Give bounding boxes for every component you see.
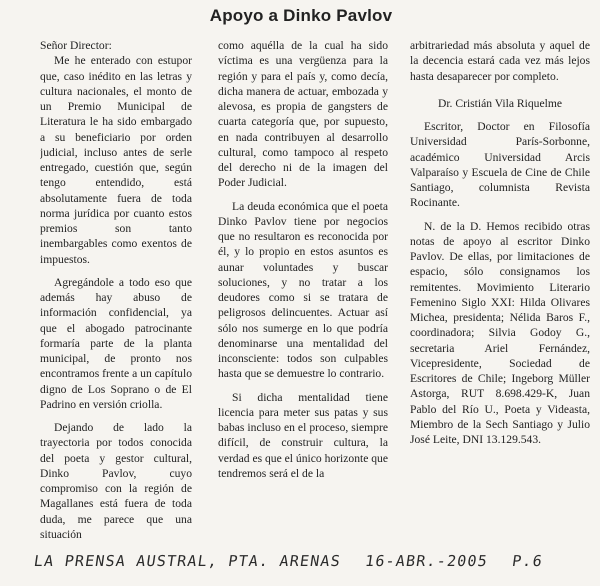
paragraph: Si dicha mentalidad tiene licencia para meter sus patas y sus babas incluso en el proceso, siempre difícil, de construir cultura, la verdad es que el único horizonte que tendremos será el de la: [218, 390, 388, 480]
source-label: LA PRENSA AUSTRAL, PTA. ARENAS: [32, 552, 343, 570]
paragraph: Agregándole a todo eso que además hay abuso de información confidencial, ya que el abogado patrocinante formaría parte de la planta municipal, de pronto nos encontramos frente a un capítulo digno de Los Soprano o de El Padrino en versión criolla.: [40, 275, 192, 411]
paragraph: como aquélla de la cual ha sido víctima es una vergüenza para la región y para el país y, como decía, dicha manera de actuar, embozada y alevosa, es propia de gangsters de cuarta categoría que, por supuesto, en nada contribuyen al desarrollo cultural, como tampoco al respeto del derecho ni de la imagen del Poder Judicial.: [218, 39, 388, 190]
paragraph: La deuda económica que el poeta Dinko Pavlov tiene por negocios que no resultaron es reconocida por él, y lo propio en estos asuntos es aunar voluntades y buscar soluciones, y no tratar a los deudores como si se tratara de peligrosos delincuentes. Actuar así sólo nos sumerge en lo que podría denominarse una mentalidad del inconsciente: todos son culpables hasta que se demuestre lo contrario.: [218, 199, 388, 381]
author-bio: Escritor, Doctor en Filosofía Universidad París-Sorbonne, académico Universidad Arcis Valparaíso y Escuela de Cine de Chile Santiago, columnista Revista Rocinante.: [410, 120, 590, 210]
paragraph: arbitrariedad más absoluta y aquel de la decencia estará cada vez más lejos hasta desaparecer por completo.: [410, 39, 590, 83]
editor-note: N. de la D. Hemos recibido otras notas de apoyo al escritor Dinko Pavlov. De ellas, por limitaciones de espacio, sólo consignamos los remitentes. Movimiento Literario Femenino Siglo XXI: Hilda Olivares Michea, presidenta; Nélida Baros F., coordinadora; Silvia Godoy G., secretaria Ariel Fernández, Vicepresidente, Sociedad de Escritores de Chile; Ingeborg Müller Astorga, RUT 8.698.429-K, Juan Pablo del Río U., Poeta y Videasta, Miembro de la Sech Santiago y Julio José Leite, DNI 13.129.543.: [410, 219, 590, 446]
article-column-3: [410, 38, 590, 546]
handwritten-source-annotation: [33, 552, 596, 570]
salutation: Señor Director:: [40, 39, 112, 52]
paragraph: Dejando de lado la trayectoria por todos conocida del poeta y gestor cultural, Dinko Pavlov, cuyo compromiso con la región de Magallanes está fuera de toda duda, me parece que una situación: [40, 421, 192, 541]
page-label: P.6: [510, 552, 545, 570]
article-column-2: [218, 38, 388, 546]
article-column-1: [40, 38, 192, 546]
date-label: 16-ABR.-2005: [363, 552, 490, 570]
author-signature: Dr. Cristián Vila Riquelme: [437, 96, 563, 110]
paragraph: Me he enterado con estupor que, caso inédito en las letras y cultura nacionales, el monto de un Premio Municipal de Literatura le ha sido embargado a su beneficiario por orden judicial, incluso antes de serle entregado, cuestión que, según tengo entendido, está absolutamente fuera de toda norma jurídica por cuanto estos premios son tanto inembargables como exentos de impuestos.: [40, 54, 192, 266]
article-headline: Apoyo a Dinko Pavlov: [209, 6, 393, 25]
